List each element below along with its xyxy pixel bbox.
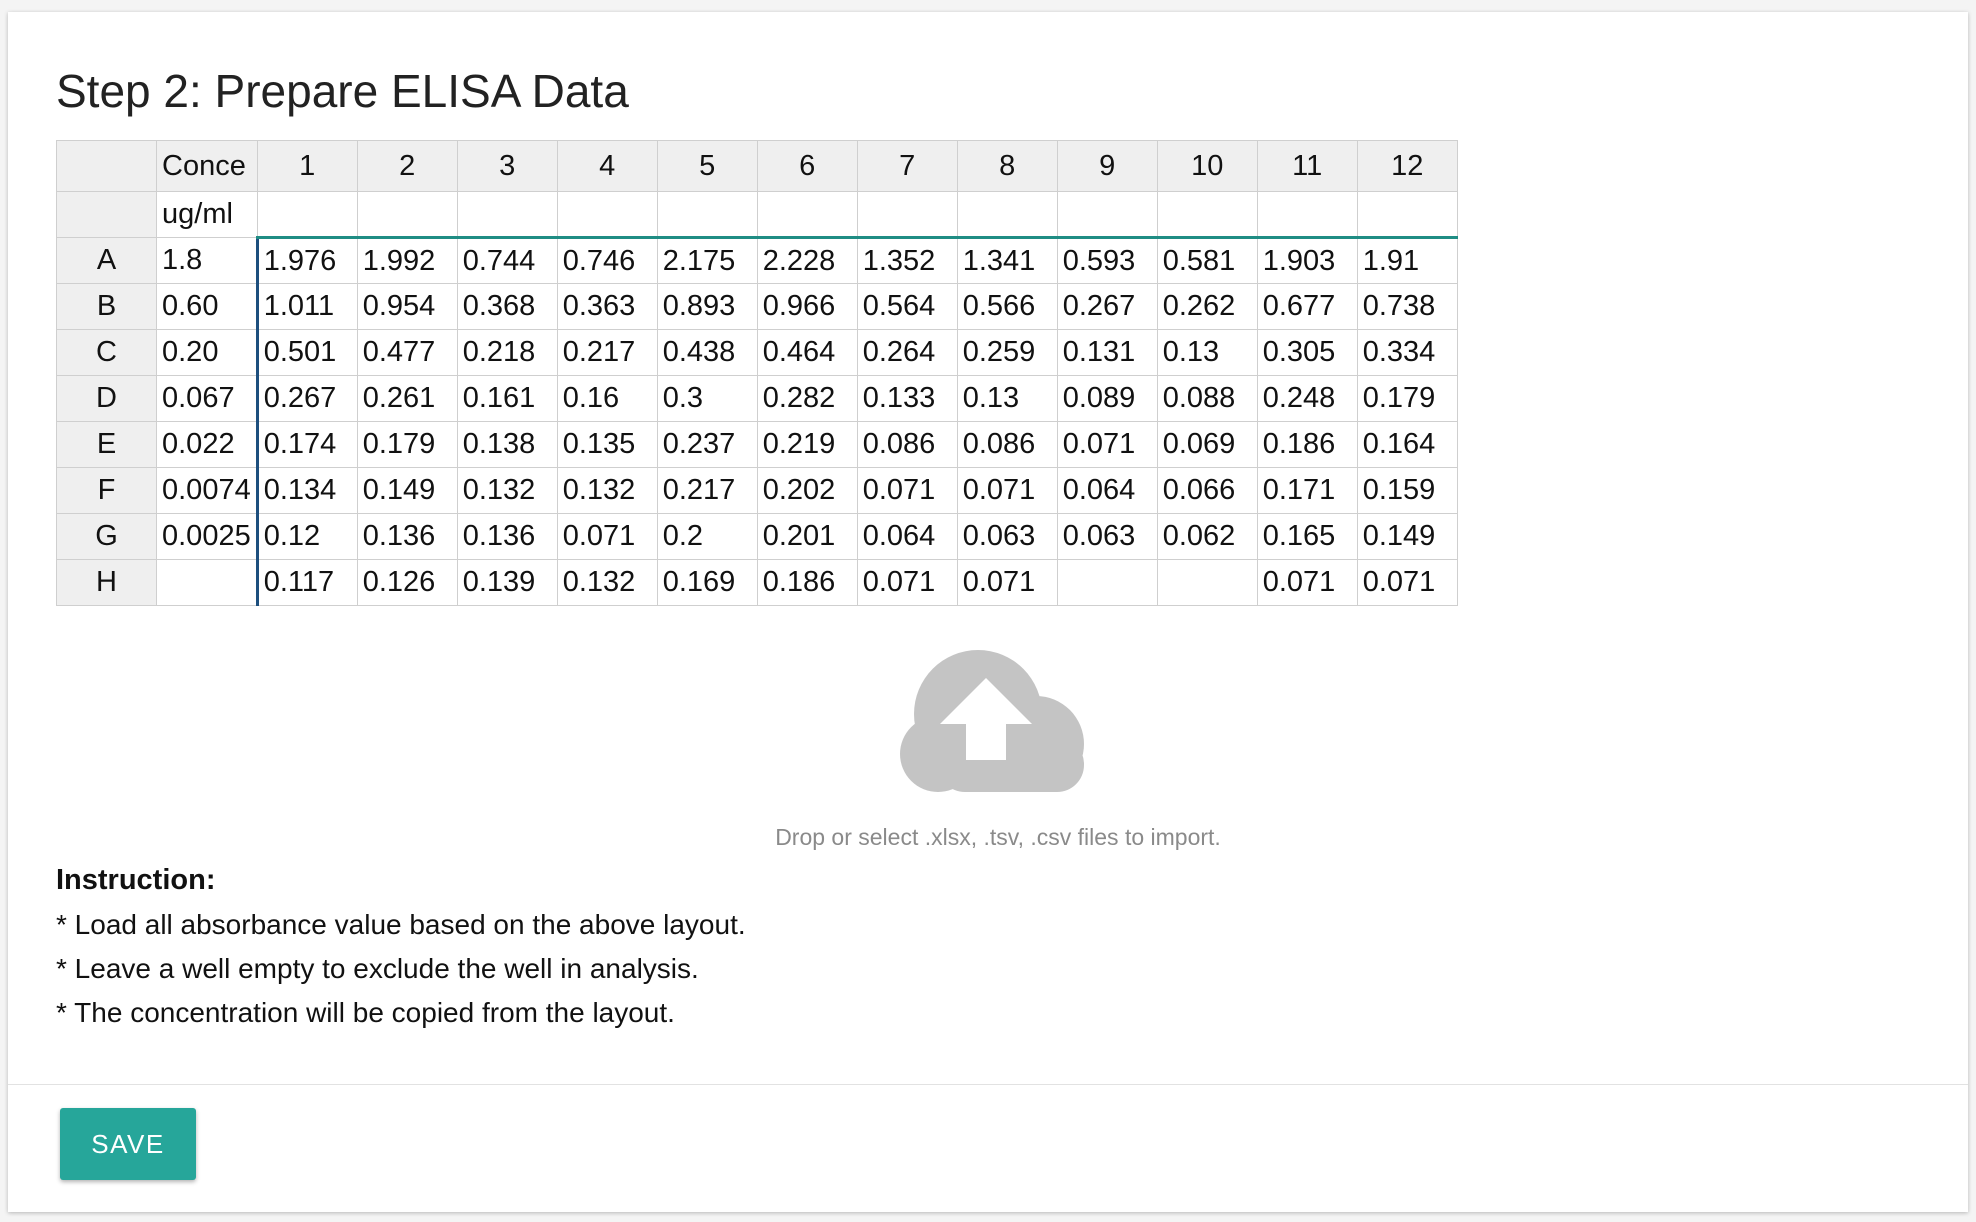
absorbance-cell[interactable]: 0.139 (457, 560, 557, 606)
absorbance-cell[interactable]: 0.581 (1157, 238, 1257, 284)
absorbance-cell[interactable]: 0.071 (957, 468, 1057, 514)
concentration-cell[interactable]: 0.0025 (157, 514, 258, 560)
footer-divider (8, 1084, 1968, 1085)
absorbance-cell[interactable]: 0.13 (957, 376, 1057, 422)
absorbance-cell[interactable]: 1.352 (857, 238, 957, 284)
empty-cell[interactable] (1057, 192, 1157, 238)
instruction-title: Instruction: (56, 864, 216, 896)
absorbance-cell[interactable]: 0.262 (1157, 284, 1257, 330)
absorbance-cell[interactable]: 0.334 (1357, 330, 1457, 376)
absorbance-cell[interactable]: 0.566 (957, 284, 1057, 330)
table-row (57, 376, 1458, 422)
absorbance-cell[interactable]: 0.893 (657, 284, 757, 330)
absorbance-cell[interactable]: 0.179 (357, 422, 457, 468)
empty-cell[interactable] (957, 192, 1057, 238)
upload-hint: Drop or select .xlsx, .tsv, .csv files to import. (775, 824, 1221, 850)
table-row (57, 468, 1458, 514)
absorbance-cell[interactable]: 0.165 (1257, 514, 1357, 560)
column-header[interactable]: 4 (557, 141, 657, 192)
concentration-cell[interactable]: 0.60 (157, 284, 258, 330)
absorbance-cell[interactable]: 0.071 (857, 560, 957, 606)
absorbance-cell[interactable]: 1.976 (257, 238, 357, 284)
absorbance-cell[interactable]: 0.171 (1257, 468, 1357, 514)
absorbance-cell[interactable]: 0.16 (557, 376, 657, 422)
absorbance-cell[interactable]: 0.305 (1257, 330, 1357, 376)
instruction-list (56, 908, 746, 1040)
corner-cell (57, 141, 157, 192)
absorbance-cell[interactable]: 0.438 (657, 330, 757, 376)
absorbance-cell[interactable]: 0.3 (657, 376, 757, 422)
concentration-cell[interactable]: 0.20 (157, 330, 258, 376)
absorbance-cell[interactable]: 0.12 (257, 514, 357, 560)
instruction-item: * Leave a well empty to exclude the well in analysis. (56, 953, 699, 984)
absorbance-cell[interactable]: 0.746 (557, 238, 657, 284)
table-row (57, 284, 1458, 330)
absorbance-cell[interactable]: 0.264 (857, 330, 957, 376)
absorbance-cell[interactable]: 0.564 (857, 284, 957, 330)
concentration-cell[interactable]: 0.0074 (157, 468, 258, 514)
empty-cell[interactable] (1157, 192, 1257, 238)
absorbance-cell[interactable] (1057, 560, 1157, 606)
absorbance-cell[interactable] (1157, 560, 1257, 606)
instruction-item: * Load all absorbance value based on the above layout. (56, 909, 746, 940)
column-header[interactable]: 5 (657, 141, 757, 192)
absorbance-cell[interactable]: 0.368 (457, 284, 557, 330)
absorbance-cell[interactable]: 0.248 (1257, 376, 1357, 422)
table-row (57, 514, 1458, 560)
absorbance-cell[interactable]: 0.169 (657, 560, 757, 606)
empty-cell[interactable] (1357, 192, 1457, 238)
absorbance-cell[interactable]: 1.91 (1357, 238, 1457, 284)
absorbance-cell[interactable]: 0.501 (257, 330, 357, 376)
row-label[interactable]: A (57, 238, 157, 284)
absorbance-cell[interactable]: 0.2 (657, 514, 757, 560)
absorbance-cell[interactable]: 0.966 (757, 284, 857, 330)
empty-cell[interactable] (557, 192, 657, 238)
absorbance-cell[interactable]: 0.136 (457, 514, 557, 560)
concentration-cell[interactable]: 1.8 (157, 238, 258, 284)
absorbance-cell[interactable]: 1.992 (357, 238, 457, 284)
absorbance-cell[interactable]: 0.738 (1357, 284, 1457, 330)
page-title: Step 2: Prepare ELISA Data (56, 65, 629, 117)
column-header[interactable]: 10 (1157, 141, 1257, 192)
absorbance-cell[interactable]: 0.593 (1057, 238, 1157, 284)
row-label[interactable]: E (57, 422, 157, 468)
absorbance-cell[interactable]: 0.136 (357, 514, 457, 560)
row-label[interactable]: H (57, 560, 157, 606)
absorbance-cell[interactable]: 1.341 (957, 238, 1057, 284)
column-header[interactable]: 1 (257, 141, 357, 192)
absorbance-cell[interactable]: 0.164 (1357, 422, 1457, 468)
column-header[interactable]: 12 (1357, 141, 1457, 192)
absorbance-cell[interactable]: 0.259 (957, 330, 1057, 376)
absorbance-cell[interactable]: 0.071 (1257, 560, 1357, 606)
absorbance-cell[interactable]: 0.063 (957, 514, 1057, 560)
absorbance-cell[interactable]: 1.903 (1257, 238, 1357, 284)
absorbance-cell[interactable]: 0.179 (1357, 376, 1457, 422)
absorbance-cell[interactable]: 0.064 (1057, 468, 1157, 514)
table-row (57, 560, 1458, 606)
table-row (57, 238, 1458, 284)
absorbance-cell[interactable]: 0.126 (357, 560, 457, 606)
column-header[interactable]: 3 (457, 141, 557, 192)
absorbance-cell[interactable]: 0.202 (757, 468, 857, 514)
absorbance-cell[interactable]: 0.086 (857, 422, 957, 468)
absorbance-cell[interactable]: 0.237 (657, 422, 757, 468)
absorbance-cell[interactable]: 0.217 (557, 330, 657, 376)
absorbance-cell[interactable]: 0.677 (1257, 284, 1357, 330)
absorbance-cell[interactable]: 0.186 (1257, 422, 1357, 468)
absorbance-cell[interactable]: 0.267 (1057, 284, 1157, 330)
column-header[interactable]: 11 (1257, 141, 1357, 192)
absorbance-cell[interactable]: 0.219 (757, 422, 857, 468)
absorbance-cell[interactable]: 0.282 (757, 376, 857, 422)
empty-cell[interactable] (757, 192, 857, 238)
file-drop-zone[interactable] (888, 642, 1108, 792)
absorbance-cell[interactable]: 0.149 (1357, 514, 1457, 560)
absorbance-cell[interactable]: 0.132 (557, 468, 657, 514)
column-header[interactable]: 8 (957, 141, 1057, 192)
absorbance-cell[interactable]: 0.218 (457, 330, 557, 376)
absorbance-cell[interactable]: 0.062 (1157, 514, 1257, 560)
absorbance-cell[interactable]: 0.088 (1157, 376, 1257, 422)
absorbance-cell[interactable]: 2.175 (657, 238, 757, 284)
absorbance-cell[interactable]: 0.186 (757, 560, 857, 606)
absorbance-cell[interactable]: 0.132 (557, 560, 657, 606)
unit-row (57, 192, 1458, 238)
absorbance-cell[interactable]: 0.954 (357, 284, 457, 330)
absorbance-cell[interactable]: 0.477 (357, 330, 457, 376)
absorbance-cell[interactable]: 0.071 (557, 514, 657, 560)
row-label[interactable]: B (57, 284, 157, 330)
row-label[interactable]: D (57, 376, 157, 422)
absorbance-cell[interactable]: 0.201 (757, 514, 857, 560)
empty-cell[interactable] (257, 192, 357, 238)
absorbance-cell[interactable]: 0.261 (357, 376, 457, 422)
elisa-card (8, 12, 1968, 1212)
absorbance-cell[interactable]: 0.066 (1157, 468, 1257, 514)
absorbance-cell[interactable]: 0.071 (857, 468, 957, 514)
table-row (57, 330, 1458, 376)
save-button[interactable]: SAVE (60, 1108, 196, 1180)
concentration-cell[interactable]: 0.067 (157, 376, 258, 422)
absorbance-cell[interactable]: 0.464 (757, 330, 857, 376)
absorbance-cell[interactable]: 0.071 (1057, 422, 1157, 468)
absorbance-cell[interactable]: 0.13 (1157, 330, 1257, 376)
absorbance-cell[interactable]: 0.117 (257, 560, 357, 606)
column-header[interactable]: 7 (857, 141, 957, 192)
absorbance-cell[interactable]: 0.063 (1057, 514, 1157, 560)
absorbance-cell[interactable]: 0.161 (457, 376, 557, 422)
empty-cell[interactable] (457, 192, 557, 238)
cloud-upload-icon (888, 642, 1108, 792)
header-row (57, 141, 1458, 192)
concentration-cell[interactable] (157, 560, 258, 606)
empty-cell[interactable] (657, 192, 757, 238)
absorbance-cell[interactable]: 0.132 (457, 468, 557, 514)
unit-cell[interactable]: ug/ml (157, 192, 258, 238)
row-label-cell (57, 192, 157, 238)
absorbance-cell[interactable]: 0.159 (1357, 468, 1457, 514)
row-label[interactable]: F (57, 468, 157, 514)
column-header[interactable]: 6 (757, 141, 857, 192)
absorbance-cell[interactable]: 0.217 (657, 468, 757, 514)
column-header[interactable]: 9 (1057, 141, 1157, 192)
absorbance-cell[interactable]: 0.071 (1357, 560, 1457, 606)
column-header[interactable]: 2 (357, 141, 457, 192)
empty-cell[interactable] (357, 192, 457, 238)
absorbance-cell[interactable]: 0.744 (457, 238, 557, 284)
table-row (57, 422, 1458, 468)
empty-cell[interactable] (1257, 192, 1357, 238)
absorbance-cell[interactable]: 0.267 (257, 376, 357, 422)
absorbance-cell[interactable]: 0.149 (357, 468, 457, 514)
concentration-header[interactable]: Conce (157, 141, 258, 192)
absorbance-cell[interactable]: 0.086 (957, 422, 1057, 468)
absorbance-cell[interactable]: 0.133 (857, 376, 957, 422)
empty-cell[interactable] (857, 192, 957, 238)
row-label[interactable]: G (57, 514, 157, 560)
absorbance-cell[interactable]: 0.135 (557, 422, 657, 468)
absorbance-cell[interactable]: 2.228 (757, 238, 857, 284)
absorbance-cell[interactable]: 0.131 (1057, 330, 1157, 376)
row-label[interactable]: C (57, 330, 157, 376)
absorbance-cell[interactable]: 0.071 (957, 560, 1057, 606)
absorbance-cell[interactable]: 0.134 (257, 468, 357, 514)
absorbance-cell[interactable]: 0.069 (1157, 422, 1257, 468)
absorbance-cell[interactable]: 0.089 (1057, 376, 1157, 422)
absorbance-cell[interactable]: 0.138 (457, 422, 557, 468)
concentration-cell[interactable]: 0.022 (157, 422, 258, 468)
absorbance-cell[interactable]: 0.174 (257, 422, 357, 468)
absorbance-cell[interactable]: 0.363 (557, 284, 657, 330)
absorbance-cell[interactable]: 1.011 (257, 284, 357, 330)
instruction-item: * The concentration will be copied from the layout. (56, 997, 675, 1028)
absorbance-cell[interactable]: 0.064 (857, 514, 957, 560)
plate-spreadsheet[interactable] (56, 140, 1458, 606)
